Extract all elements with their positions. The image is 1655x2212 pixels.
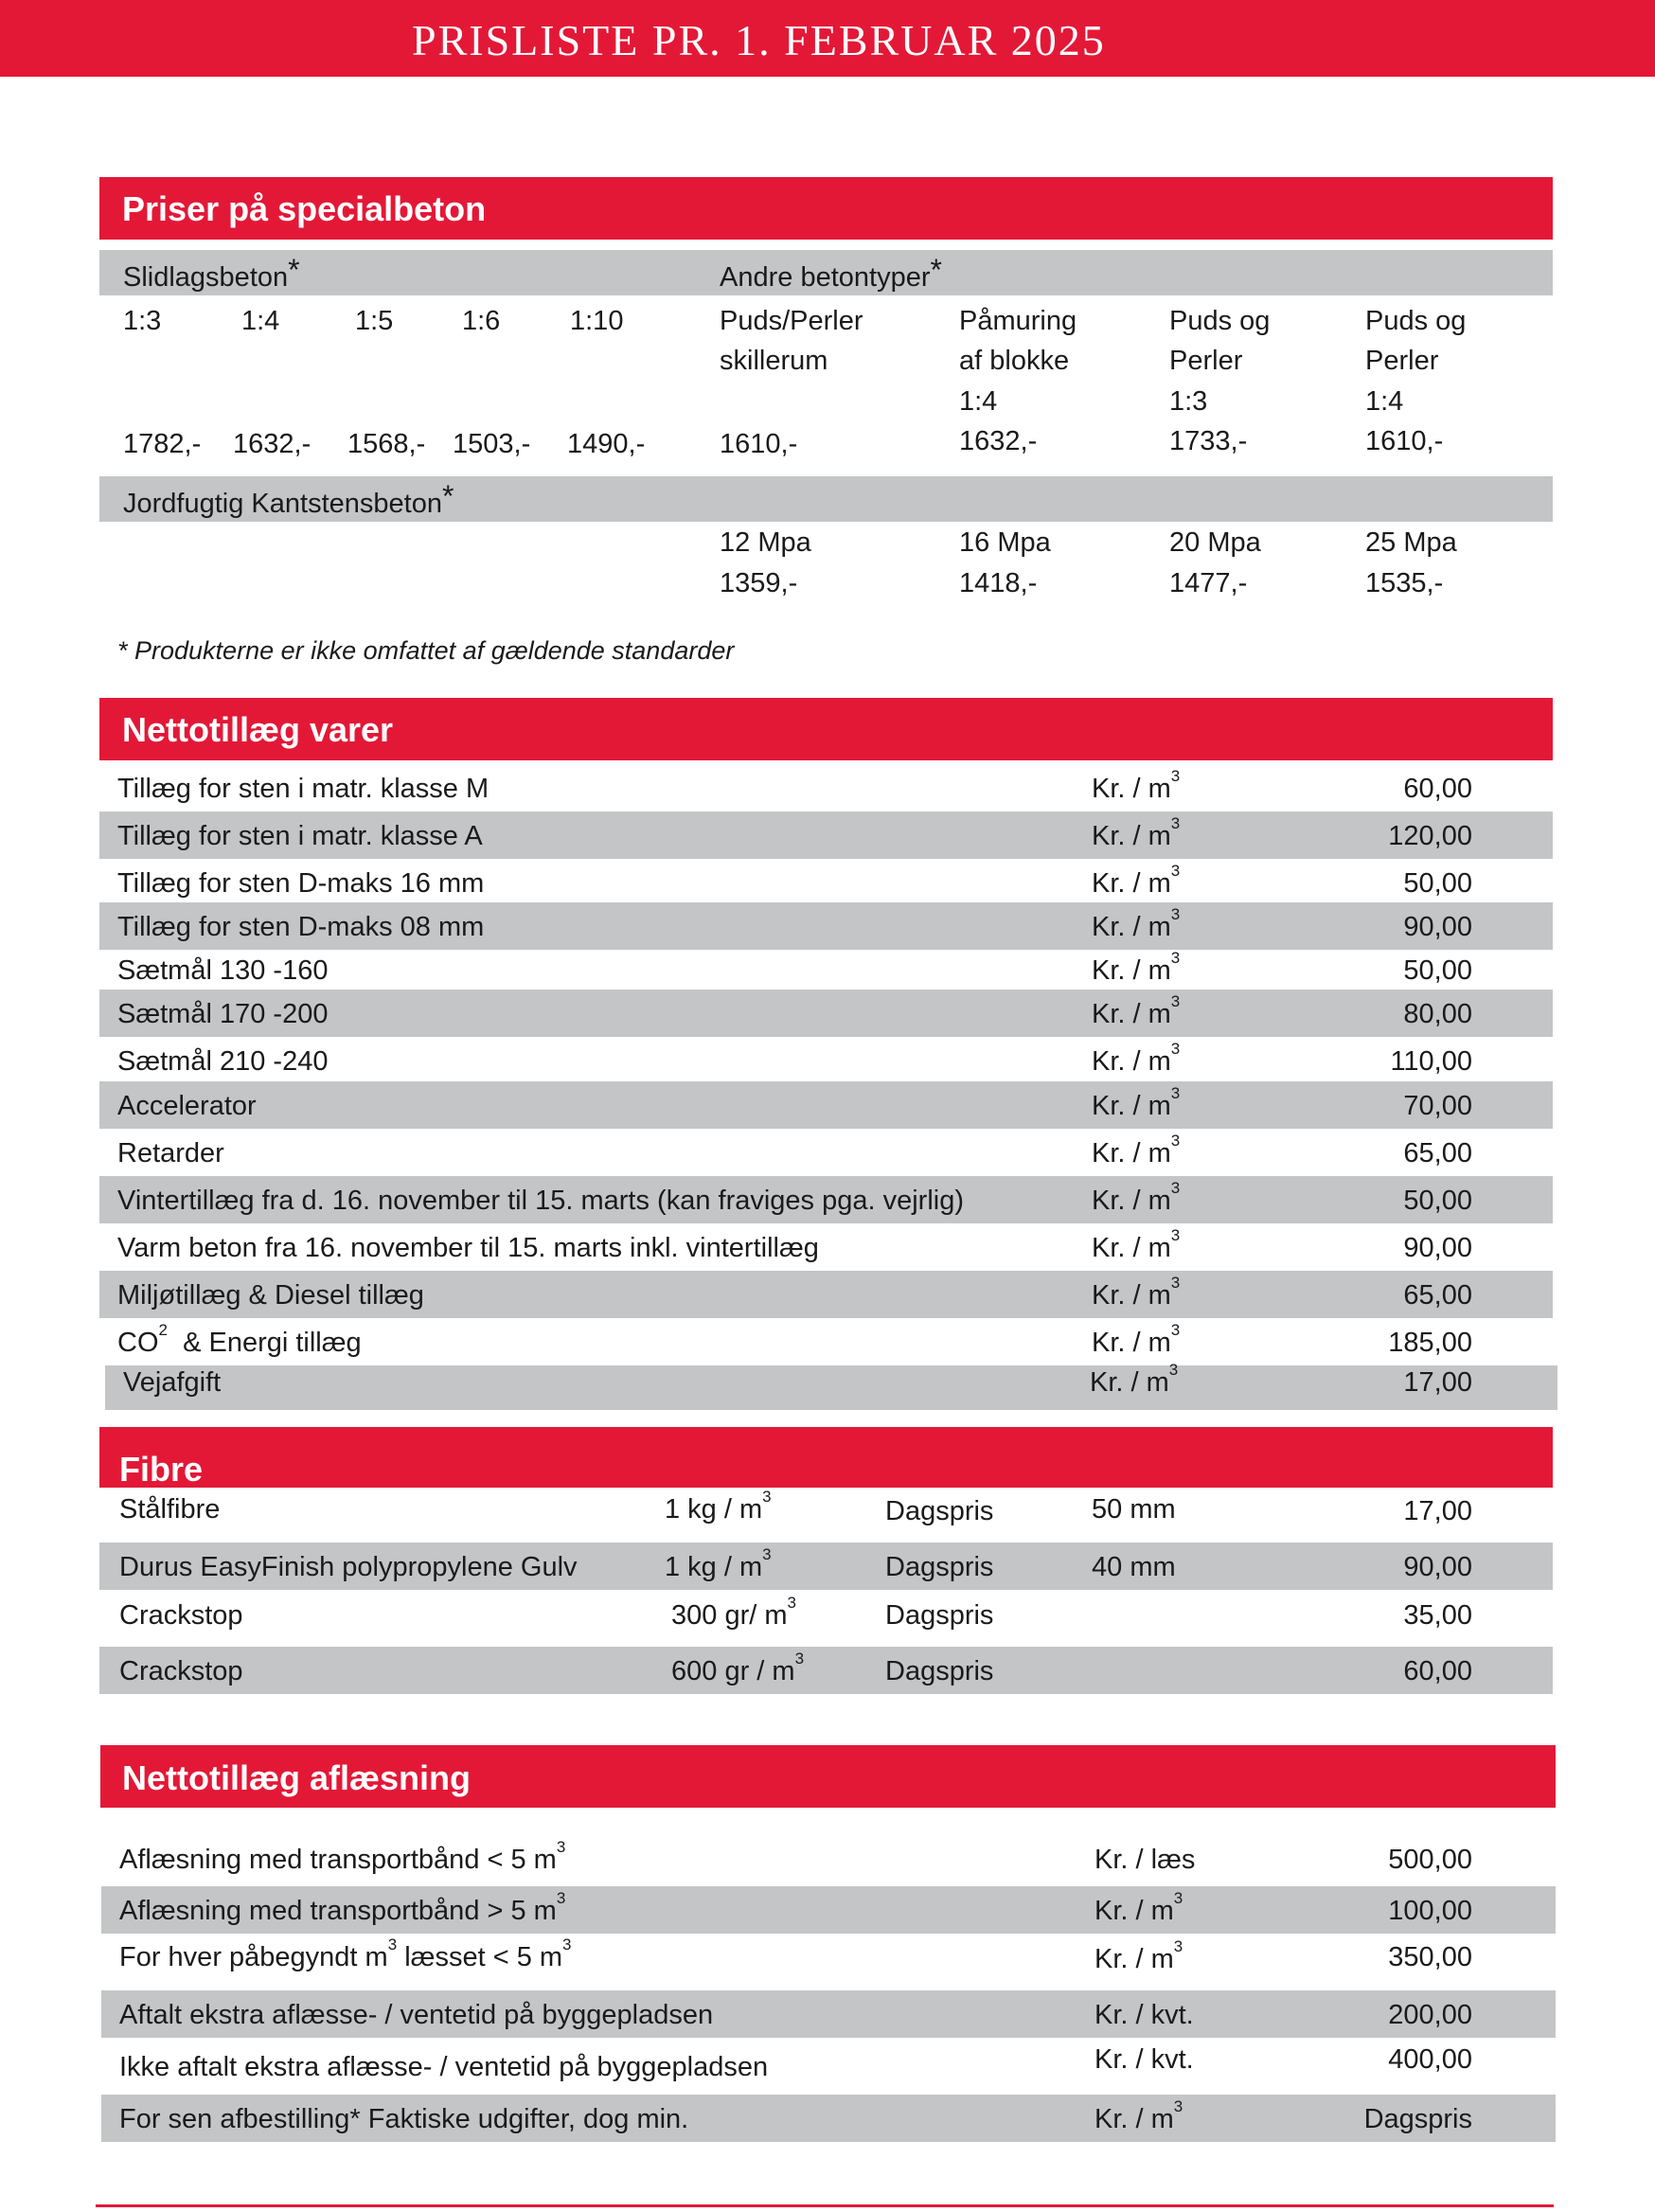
table-row — [99, 1488, 1553, 1543]
andre-type-price: 1632,- — [959, 426, 1038, 456]
fibre-pris: Dagspris — [885, 1552, 994, 1582]
table-row — [101, 1886, 1556, 1934]
row-price: 500,00 — [1388, 1845, 1472, 1875]
row-unit: Kr. / $m^3$ — [1092, 1226, 1181, 1263]
section-title: Nettotillæg aflæsning — [122, 1758, 471, 1797]
fibre-size: 40 mm — [1092, 1552, 1176, 1582]
row-price: 65,00 — [1403, 1280, 1472, 1311]
table-row — [101, 1835, 1556, 1882]
row-price: 17,00 — [1403, 1367, 1472, 1398]
slidlag-label: Slidlagsbeton* — [123, 253, 300, 293]
slidlag-price: 1568,- — [347, 429, 426, 459]
table-row — [101, 2038, 1556, 2095]
table-row — [99, 1129, 1553, 1176]
section-title: Priser på specialbeton — [122, 189, 487, 228]
row-price: 60,00 — [1403, 1656, 1472, 1686]
title-bar — [0, 0, 1655, 77]
fibre-dose: 300 gr/ $m^3$ — [671, 1594, 796, 1631]
section-header-fibre — [99, 1427, 1553, 1488]
row-unit: Kr. / $m^3$ — [1092, 1179, 1181, 1216]
andre-type-line: af blokke — [959, 346, 1070, 376]
section-header-aflaesning — [100, 1745, 1556, 1808]
slidlag-ratio: 1:4 — [241, 306, 280, 336]
table-row — [99, 946, 1553, 993]
row-unit: Kr. / $m^3$ — [1090, 1361, 1179, 1398]
jord-label: Jordfugtig Kantstensbeton* — [123, 479, 454, 519]
table-row — [101, 1934, 1556, 1990]
row-price: 50,00 — [1403, 1186, 1472, 1216]
row-label: For sen afbestilling* Faktiske udgifter, dog min. — [119, 2104, 689, 2134]
row-label: $CO^2$ & Energi tillæg — [117, 1321, 362, 1358]
andre-type-line: Perler — [1169, 346, 1243, 376]
row-unit: Kr. / $m^3$ — [1092, 1321, 1181, 1358]
table-row — [99, 1590, 1553, 1647]
row-price: 50,00 — [1403, 955, 1472, 986]
row-unit: Kr. / $m^3$ — [1092, 1132, 1181, 1168]
jord-price: 1535,- — [1365, 568, 1444, 598]
row-price: 100,00 — [1388, 1896, 1472, 1926]
row-price: 50,00 — [1403, 868, 1472, 899]
slidlag-ratio: 1:6 — [462, 306, 501, 336]
fibre-size: 50 mm — [1092, 1494, 1176, 1525]
row-label: Tillæg for sten i matr. klasse M — [117, 774, 489, 804]
jord-price: 1418,- — [959, 568, 1038, 598]
table-row — [99, 1358, 1553, 1405]
row-label: Aftalt ekstra aflæsse- / ventetid på byggepladsen — [119, 2000, 714, 2030]
table-row — [99, 1037, 1553, 1084]
andre-type-line: Puds/Perler — [720, 306, 863, 336]
bottom-divider — [96, 2204, 1554, 2207]
section-title: Fibre — [119, 1450, 204, 1489]
slidlag-ratio: 1:5 — [355, 306, 394, 336]
row-label: Ikke aftalt ekstra aflæsse- / ventetid på byggepladsen — [119, 2052, 769, 2082]
andre-type-line: 1:3 — [1169, 386, 1208, 417]
slidlag-price: 1632,- — [233, 429, 311, 459]
row-label: Aflæsning med transportbånd < 5 $m^3$ — [119, 1838, 566, 1875]
row-price: 70,00 — [1403, 1091, 1472, 1121]
row-price: 80,00 — [1403, 999, 1472, 1029]
standards-note: * Produkterne er ikke omfattet af gældende standarder — [117, 636, 735, 665]
row-unit: Kr. / $m^3$ — [1094, 2097, 1183, 2134]
row-unit: Kr. / $m^3$ — [1092, 992, 1181, 1029]
andre-type-line: skillerum — [720, 346, 828, 376]
row-price: 200,00 — [1388, 2000, 1472, 2030]
table-row — [99, 1223, 1553, 1271]
table-row — [101, 1990, 1556, 2038]
row-price: 60,00 — [1403, 774, 1472, 804]
row-label: Sætmål 210 -240 — [117, 1046, 329, 1077]
row-unit: Kr. / $m^3$ — [1094, 1937, 1183, 1974]
row-label: Vejafgift — [123, 1367, 222, 1398]
jord-mpa: 16 Mpa — [959, 527, 1051, 558]
section-header-netto — [99, 698, 1553, 760]
row-label: Miljøtillæg & Diesel tillæg — [117, 1280, 424, 1311]
row-price: 350,00 — [1388, 1942, 1472, 1972]
row-price: 65,00 — [1403, 1138, 1472, 1168]
fibre-name: Stålfibre — [119, 1494, 221, 1525]
row-price: 120,00 — [1388, 821, 1472, 851]
table-row — [99, 859, 1553, 906]
row-unit: Kr. / $m^3$ — [1092, 1084, 1181, 1121]
row-price: 17,00 — [1403, 1496, 1472, 1526]
section-header-special — [99, 177, 1553, 240]
jord-mpa: 25 Mpa — [1365, 527, 1457, 558]
fibre-name: Durus EasyFinish polypropylene Gulv — [119, 1552, 578, 1582]
fibre-dose: 600 gr / $m^3$ — [671, 1650, 805, 1686]
row-price: 90,00 — [1403, 912, 1472, 942]
row-unit: Kr. / $m^3$ — [1092, 949, 1181, 986]
jord-price: 1359,- — [720, 568, 798, 598]
row-unit: Kr. / $m^3$ — [1092, 905, 1181, 942]
andre-type-line: Puds og — [1365, 306, 1467, 336]
row-label: Tillæg for sten i matr. klasse A — [117, 821, 483, 851]
slidlag-price: 1782,- — [123, 429, 202, 459]
andre-type-line: 1:4 — [959, 386, 998, 417]
andre-type-price: 1733,- — [1169, 426, 1248, 456]
jord-mpa: 20 Mpa — [1169, 527, 1261, 558]
andre-type-line: Puds og — [1169, 306, 1271, 336]
andre-type-line: 1:4 — [1365, 386, 1404, 417]
table-row — [101, 2095, 1556, 2142]
row-price: 400,00 — [1388, 2044, 1472, 2075]
fibre-dose: 1 kg / $m^3$ — [665, 1545, 772, 1582]
row-label: Varm beton fra 16. november til 15. marts inkl. vintertillæg — [117, 1233, 819, 1263]
jord-mpa: 12 Mpa — [720, 527, 811, 558]
row-unit: Kr. / $m^3$ — [1092, 814, 1181, 851]
slidlag-ratio: 1:3 — [123, 306, 162, 336]
table-row — [99, 764, 1553, 812]
andre-type-price: 1610,- — [720, 429, 798, 459]
row-price: 35,00 — [1403, 1600, 1472, 1631]
row-unit: Kr. / $m^3$ — [1092, 767, 1181, 804]
row-unit: Kr. / kvt. — [1094, 2000, 1194, 2030]
slidlag-price: 1503,- — [453, 429, 531, 459]
row-unit: Kr. / $m^3$ — [1092, 862, 1181, 899]
fibre-dose: 1 kg / $m^3$ — [665, 1488, 772, 1525]
row-unit: Kr. / $m^3$ — [1094, 1889, 1183, 1926]
row-price: 110,00 — [1390, 1046, 1472, 1077]
row-unit: Kr. / $m^3$ — [1092, 1274, 1181, 1311]
table-row — [99, 990, 1553, 1037]
fibre-name: Crackstop — [119, 1656, 243, 1686]
row-label: Accelerator — [117, 1091, 257, 1121]
row-label: Aflæsning med transportbånd > 5 $m^3$ — [119, 1889, 566, 1926]
row-label: Vintertillæg fra d. 16. november til 15. marts (kan fraviges pga. vejrlig) — [117, 1186, 965, 1216]
andre-type-line: Påmuring — [959, 306, 1077, 336]
row-price: Dagspris — [1363, 2104, 1472, 2134]
row-price: 90,00 — [1403, 1233, 1472, 1263]
section-title: Nettotillæg varer — [122, 710, 394, 749]
fibre-pris: Dagspris — [885, 1600, 994, 1631]
fibre-pris: Dagspris — [885, 1656, 994, 1686]
row-label: Tillæg for sten D-maks 16 mm — [117, 868, 485, 899]
table-row — [99, 1081, 1553, 1129]
andre-type-line: Perler — [1365, 346, 1439, 376]
table-row — [99, 812, 1553, 859]
row-unit: Kr. / kvt. — [1094, 2044, 1194, 2075]
row-label: Tillæg for sten D-maks 08 mm — [117, 912, 485, 942]
row-label: Sætmål 170 -200 — [117, 999, 329, 1029]
fibre-name: Crackstop — [119, 1600, 243, 1631]
row-label: Sætmål 130 -160 — [117, 955, 329, 986]
row-unit: Kr. / læs — [1094, 1845, 1196, 1875]
table-row — [99, 1543, 1553, 1590]
andre-label: Andre betontyper* — [720, 253, 942, 293]
row-price: 185,00 — [1388, 1328, 1472, 1358]
table-row — [99, 1647, 1553, 1694]
row-unit: Kr. / $m^3$ — [1092, 1040, 1181, 1077]
slidlag-price: 1490,- — [567, 429, 646, 459]
table-row — [99, 1176, 1553, 1223]
row-label: For hver påbegyndt $m^3$ læsset < 5 $m^3$ — [119, 1936, 572, 1972]
table-row — [99, 902, 1553, 950]
jord-price: 1477,- — [1169, 568, 1248, 598]
fibre-pris: Dagspris — [885, 1496, 994, 1526]
slidlag-ratio: 1:10 — [570, 306, 624, 336]
row-price: 90,00 — [1403, 1552, 1472, 1582]
row-label: Retarder — [117, 1138, 224, 1168]
table-row — [99, 1271, 1553, 1318]
andre-type-price: 1610,- — [1365, 426, 1444, 456]
page-title: PRISLISTE PR. 1. FEBRUAR 2025 — [412, 16, 1106, 64]
